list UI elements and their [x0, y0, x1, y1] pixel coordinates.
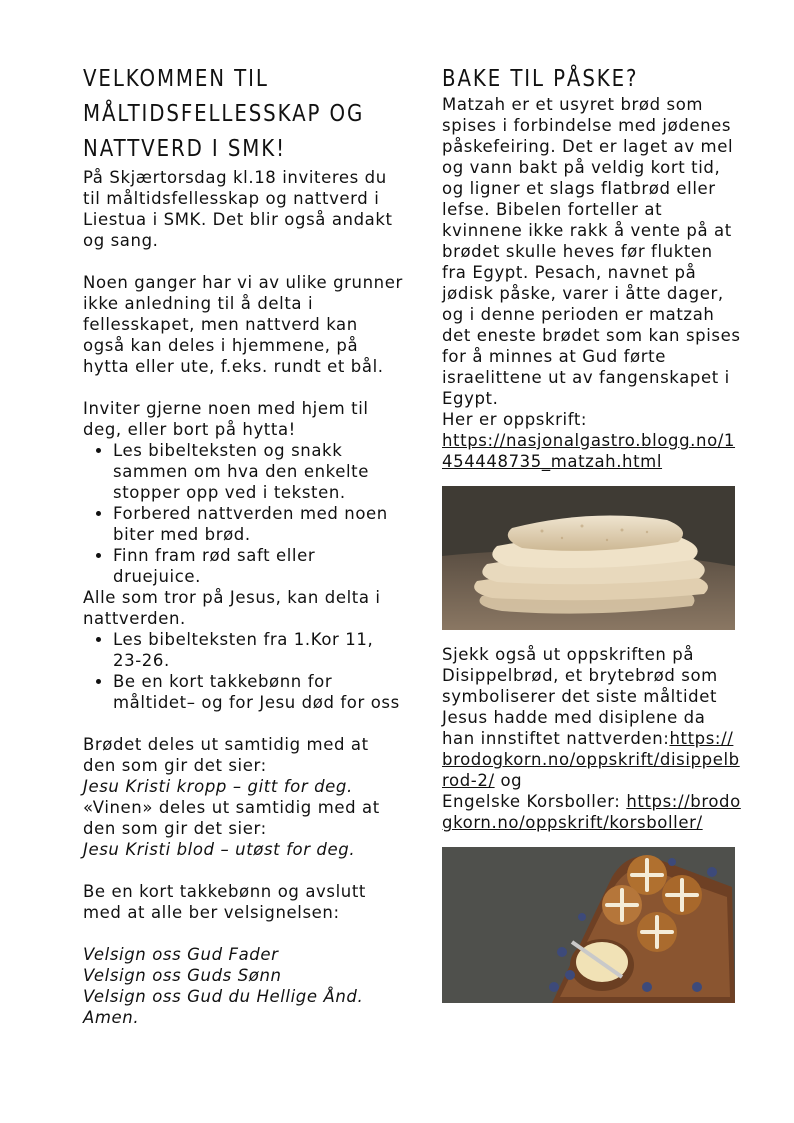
blessing-line: Velsign oss Guds Sønn	[83, 966, 282, 985]
intro-paragraph: På Skjærtorsdag kl.18 inviteres du til måltidsfellesskap og nattverd i Liestua i SMK. Det blir også andakt og sang.	[83, 168, 393, 250]
blessing-line: Velsign oss Gud Fader	[83, 945, 279, 964]
right-title: BAKE TIL PÅSKE?	[442, 66, 639, 92]
ritual-list	[83, 629, 403, 713]
blessing-line: Amen.	[83, 1008, 140, 1027]
matzah-photo	[442, 486, 735, 630]
bread-instruction: Brødet deles ut samtidig med at den som gir det sier:	[83, 735, 369, 775]
list-item: • Be en kort takkebønn for måltidet– og for Jesu død for oss	[113, 671, 403, 713]
preparation-list	[83, 440, 403, 587]
list-item: • Les bibelteksten fra 1.Kor 11, 23-26.	[113, 629, 403, 671]
bread-words: Jesu Kristi kropp – gitt for deg.	[83, 777, 353, 796]
closing-paragraph: Be en kort takkebønn og avslutt med at alle ber velsignelsen:	[83, 882, 366, 922]
home-communion-paragraph: Noen ganger har vi av ulike grunner ikke anledning til å delta i fellesskapet, men nattverd kan også kan deles i hjemmene, på hytta eller ute, f.eks. rundt et bål.	[83, 273, 403, 376]
left-title: VELKOMMEN TIL MÅLTIDSFELLESSKAP OG NATTVERD I SMK!	[83, 66, 365, 162]
invite-paragraph: Inviter gjerne noen med hjem til deg, eller bort på hytta!	[83, 399, 369, 439]
blessing-line: Velsign oss Gud du Hellige Ånd.	[83, 987, 364, 1006]
korsboller-link[interactable]: https://brodogkorn.no/oppskrift/korsboller/	[442, 792, 741, 832]
matzah-illustration	[442, 486, 735, 630]
list-item: • Finn fram rød saft eller druejuice.	[113, 545, 403, 587]
buns-illustration	[442, 847, 735, 1003]
recipe-intro: Her er oppskrift:	[442, 410, 588, 429]
disippelbrod-paragraph: Sjekk også ut oppskriften på Disippelbrød, et brytebrød som symboliserer det siste måltidet Jesus hadde med disiplene da han innstiftet nattverden:https://brodogkorn.no/oppskrift/disippelbrod-2/ og	[442, 645, 740, 790]
hot-cross-buns-photo	[442, 847, 735, 1003]
all-believers-paragraph: Alle som tror på Jesus, kan delta i nattverden.	[83, 588, 381, 628]
list-item: • Forbered nattverden med noen biter med brød.	[113, 503, 403, 545]
wine-words: Jesu Kristi blod – utøst for deg.	[83, 840, 356, 859]
korsboller-paragraph: Engelske Korsboller: https://brodogkorn.no/oppskrift/korsboller/	[442, 792, 741, 832]
left-column	[83, 62, 403, 1028]
wine-instruction: «Vinen» deles ut samtidig med at den som gir det sier:	[83, 798, 380, 838]
matzah-paragraph: Matzah er et usyret brød som spises i forbindelse med jødenes påskefeiring. Det er laget av mel og vann bakt på veldig kort tid, og ligner et slags flatbrød eller lefse. Bibelen forteller at kvinnene ikke rakk å vente på at brødet skulle heves før flukten fra Egypt. Pesach, navnet på jødisk påske, varer i åtte dager, og i denne perioden er matzah det eneste brødet som kan spises for å minnes at Gud førte israelittene ut av fangenskapet i Egypt.	[442, 95, 741, 408]
right-column	[442, 64, 742, 1017]
list-item: • Les bibelteksten og snakk sammen om hva den enkelte stopper opp ved i teksten.	[113, 440, 403, 503]
matzah-recipe-link[interactable]: https://nasjonalgastro.blogg.no/1454448735_matzah.html	[442, 431, 736, 471]
disippelbrod-link[interactable]: https://brodogkorn.no/oppskrift/disippelbrod-2/	[442, 729, 740, 790]
